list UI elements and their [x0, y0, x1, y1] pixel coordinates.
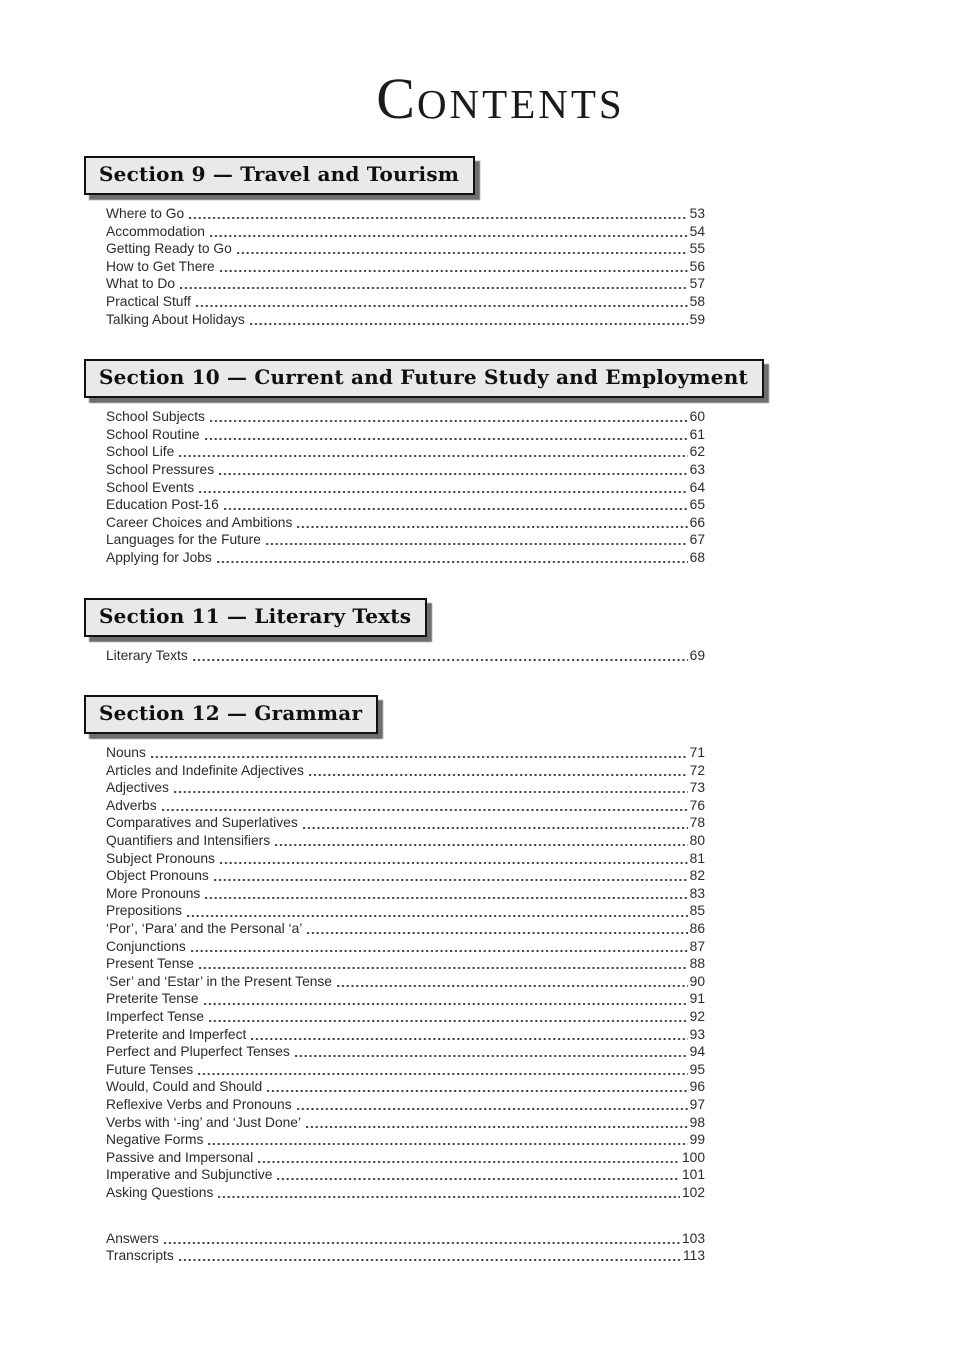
- toc-entry-label: Comparatives and Superlatives: [106, 815, 298, 831]
- toc-entry-label: Languages for the Future: [106, 532, 261, 548]
- toc-entry-label: Applying for Jobs: [106, 549, 212, 565]
- dot-leader: [151, 756, 688, 758]
- toc-entry: [106, 744, 705, 762]
- toc-entry-label: What to Do: [106, 276, 176, 292]
- toc-section: [84, 695, 705, 1201]
- toc-entry: [106, 426, 705, 444]
- toc-entry: [106, 647, 705, 665]
- dot-leader: [266, 543, 688, 545]
- toc-entry-label: Preterite and Imperfect: [106, 1026, 247, 1042]
- toc-entry-page: 88: [689, 956, 705, 972]
- toc-entry-label: Passive and Impersonal: [106, 1149, 254, 1165]
- toc-entry-page: 78: [689, 815, 705, 831]
- toc-entry: [106, 531, 705, 549]
- toc-entry-page: 73: [689, 780, 705, 796]
- toc-entry-page: 99: [689, 1132, 705, 1148]
- section-entry-list: [106, 408, 705, 566]
- toc-entry: [106, 479, 705, 497]
- toc-entry: [106, 990, 705, 1008]
- toc-entry: [106, 275, 705, 293]
- dot-leader: [164, 1242, 680, 1244]
- toc-entry-label: Literary Texts: [106, 647, 188, 663]
- toc-entry-page: 102: [681, 1184, 705, 1200]
- toc-entry-label: Education Post-16: [106, 497, 219, 513]
- toc-entry-page: 60: [689, 409, 705, 425]
- page-title-initial: C: [376, 66, 417, 131]
- toc-entry-label: Career Choices and Ambitions: [106, 514, 293, 530]
- toc-entry-page: 94: [689, 1044, 705, 1060]
- toc-entry: [106, 311, 705, 329]
- toc-entry-label: Answers: [106, 1230, 159, 1246]
- toc-entry: [106, 885, 705, 903]
- toc-entry: [106, 850, 705, 868]
- toc-entry-page: 65: [689, 497, 705, 513]
- toc-entry-page: 76: [689, 797, 705, 813]
- dot-leader: [209, 1020, 688, 1022]
- toc-entry-page: 71: [689, 745, 705, 761]
- dot-leader: [199, 491, 687, 493]
- toc-entry-label: Getting Ready to Go: [106, 241, 232, 257]
- toc-entry-page: 59: [689, 311, 705, 327]
- toc-entry: [106, 1166, 705, 1184]
- dot-leader: [295, 1055, 688, 1057]
- dot-leader: [205, 897, 687, 899]
- dot-leader: [193, 659, 688, 661]
- toc-entry-label: Negative Forms: [106, 1132, 204, 1148]
- dot-leader: [307, 932, 687, 934]
- page-title: [40, 66, 961, 131]
- toc-entry: [106, 867, 705, 885]
- toc-entry-page: 91: [689, 991, 705, 1007]
- dot-leader: [267, 1090, 687, 1092]
- toc-entry-label: Nouns: [106, 745, 146, 761]
- toc-entry-label: Reflexive Verbs and Pronouns: [106, 1096, 292, 1112]
- toc-entry: [106, 797, 705, 815]
- dot-leader: [297, 526, 687, 528]
- toc-entry-page: 66: [689, 514, 705, 530]
- toc-entry-label: Articles and Indefinite Adjectives: [106, 762, 304, 778]
- toc-entry: [106, 1043, 705, 1061]
- toc-entry-page: 96: [689, 1079, 705, 1095]
- toc-entry: [106, 1078, 705, 1096]
- dot-leader: [337, 985, 688, 987]
- toc-entry-label: ‘Por’, ‘Para’ and the Personal ‘a’: [106, 921, 303, 937]
- toc-entry: [106, 408, 705, 426]
- section-entry-list: [106, 744, 705, 1201]
- toc-entry-label: School Routine: [106, 426, 200, 442]
- toc-entry-page: 64: [689, 479, 705, 495]
- toc-entry-page: 72: [689, 762, 705, 778]
- toc-entry: [106, 205, 705, 223]
- toc-entry-label: Adverbs: [106, 797, 157, 813]
- toc-entry-label: School Subjects: [106, 409, 205, 425]
- toc-entry: [106, 496, 705, 514]
- toc-entry: [106, 762, 705, 780]
- toc-entry-label: Imperative and Subjunctive: [106, 1167, 273, 1183]
- toc-entry: [106, 1008, 705, 1026]
- toc-entry: [106, 514, 705, 532]
- toc-entry: [106, 938, 705, 956]
- end-matter-list: [106, 1230, 705, 1265]
- section-heading: Section 12 — Grammar: [84, 695, 378, 734]
- toc-entry: [106, 973, 705, 991]
- toc-entry-page: 85: [689, 903, 705, 919]
- toc-entry-page: 98: [689, 1114, 705, 1130]
- toc-entry: [106, 223, 705, 241]
- toc-entry-label: Transcripts: [106, 1248, 174, 1264]
- toc-section: [84, 598, 705, 665]
- toc-entry-page: 97: [689, 1096, 705, 1112]
- dot-leader: [179, 455, 687, 457]
- dot-leader: [196, 305, 688, 307]
- toc-entry-label: Future Tenses: [106, 1061, 194, 1077]
- toc-entry-label: How to Get There: [106, 258, 215, 274]
- dot-leader: [180, 287, 688, 289]
- toc-entry: [106, 902, 705, 920]
- dot-leader: [303, 827, 688, 829]
- toc-entry-page: 95: [689, 1061, 705, 1077]
- toc-entry-page: 61: [689, 426, 705, 442]
- section-heading: Section 9 — Travel and Tourism: [84, 156, 475, 195]
- toc-entry-page: 57: [689, 276, 705, 292]
- toc-entry-label: Accommodation: [106, 223, 205, 239]
- toc-entry-label: Where to Go: [106, 206, 185, 221]
- toc-entry: [106, 1096, 705, 1114]
- toc-entry-label: Preterite Tense: [106, 991, 199, 1007]
- toc-entry-page: 68: [689, 549, 705, 565]
- toc-entry-label: Conjunctions: [106, 938, 186, 954]
- toc-entry: [106, 1184, 705, 1202]
- dot-leader: [210, 420, 688, 422]
- dot-leader: [199, 967, 688, 969]
- toc-entry-label: Practical Stuff: [106, 293, 191, 309]
- toc-entry-page: 62: [689, 444, 705, 460]
- toc-entry-page: 80: [689, 833, 705, 849]
- dot-leader: [205, 438, 688, 440]
- toc-entry-page: 90: [689, 973, 705, 989]
- toc-entry-label: Imperfect Tense: [106, 1009, 204, 1024]
- toc-entry: [106, 1131, 705, 1149]
- table-of-contents: [84, 156, 748, 1265]
- toc-entry-label: Would, Could and Should: [106, 1079, 263, 1095]
- toc-entry-page: 55: [689, 241, 705, 257]
- section-heading: Section 10 — Current and Future Study and Employment: [84, 359, 764, 398]
- section-heading: Section 11 — Literary Texts: [84, 598, 427, 637]
- dot-leader: [204, 1003, 688, 1005]
- dot-leader: [191, 950, 688, 952]
- toc-entry-label: Adjectives: [106, 780, 169, 796]
- dot-leader: [187, 915, 688, 917]
- dot-leader: [306, 1126, 688, 1128]
- section-entry-list: [106, 205, 705, 328]
- dot-leader: [275, 844, 688, 846]
- toc-entry-page: 87: [689, 938, 705, 954]
- toc-entry-label: Present Tense: [106, 956, 194, 972]
- toc-entry-page: 103: [681, 1230, 705, 1246]
- toc-entry-label: School Events: [106, 479, 195, 495]
- toc-entry: [106, 955, 705, 973]
- dot-leader: [162, 809, 688, 811]
- toc-entry-label: School Life: [106, 444, 175, 460]
- toc-section: [84, 156, 705, 328]
- toc-entry-label: ‘Ser’ and ‘Estar’ in the Present Tense: [106, 973, 332, 989]
- toc-entry-page: 86: [689, 921, 705, 937]
- dot-leader: [220, 862, 688, 864]
- dot-leader: [210, 235, 688, 237]
- toc-entry: [106, 258, 705, 276]
- dot-leader: [224, 508, 688, 510]
- toc-entry-label: Prepositions: [106, 903, 182, 919]
- toc-entry: [106, 240, 705, 258]
- toc-entry: [106, 832, 705, 850]
- toc-entry-page: 101: [681, 1167, 705, 1183]
- dot-leader: [174, 791, 688, 793]
- toc-entry-page: 53: [689, 206, 705, 221]
- toc-entry: [106, 461, 705, 479]
- toc-entry-label: Perfect and Pluperfect Tenses: [106, 1044, 290, 1060]
- toc-entry: [106, 443, 705, 461]
- toc-entry-label: Quantifiers and Intensifiers: [106, 833, 271, 849]
- dot-leader: [309, 774, 688, 776]
- section-entry-list: [106, 647, 705, 665]
- dot-leader: [250, 323, 688, 325]
- dot-leader: [237, 252, 688, 254]
- toc-entry-label: Talking About Holidays: [106, 311, 245, 327]
- toc-entry: [106, 1230, 705, 1248]
- toc-entry: [106, 1247, 705, 1265]
- dot-leader: [208, 1143, 687, 1145]
- dot-leader: [220, 270, 688, 272]
- toc-entry-label: Verbs with ‘-ing’ and ‘Just Done’: [106, 1114, 302, 1130]
- toc-entry: [106, 1026, 705, 1044]
- dot-leader: [258, 1161, 680, 1163]
- toc-entry-label: Subject Pronouns: [106, 850, 215, 866]
- dot-leader: [218, 1196, 680, 1198]
- toc-entry: [106, 814, 705, 832]
- toc-entry-page: 92: [689, 1009, 705, 1024]
- toc-entry: [106, 920, 705, 938]
- dot-leader: [217, 561, 688, 563]
- toc-entry-page: 100: [681, 1149, 705, 1165]
- toc-entry-page: 93: [689, 1026, 705, 1042]
- toc-entry-page: 56: [689, 258, 705, 274]
- page-title-rest: ONTENTS: [416, 81, 625, 127]
- toc-entry: [106, 779, 705, 797]
- toc-entry: [106, 549, 705, 567]
- toc-entry-page: 83: [689, 885, 705, 901]
- toc-entry: [106, 1149, 705, 1167]
- toc-entry-label: Asking Questions: [106, 1184, 214, 1200]
- toc-entry-page: 67: [689, 532, 705, 548]
- toc-entry-label: Object Pronouns: [106, 868, 209, 884]
- dot-leader: [179, 1259, 681, 1261]
- toc-entry: [106, 1114, 705, 1132]
- toc-entry: [106, 293, 705, 311]
- toc-entry-page: 69: [689, 647, 705, 663]
- toc-entry-label: School Pressures: [106, 461, 215, 477]
- toc-entry-label: More Pronouns: [106, 885, 201, 901]
- toc-section: [84, 359, 748, 566]
- toc-entry-page: 82: [689, 868, 705, 884]
- toc-entry-page: 81: [689, 850, 705, 866]
- dot-leader: [219, 473, 688, 475]
- dot-leader: [251, 1038, 687, 1040]
- dot-leader: [214, 879, 688, 881]
- toc-entry-page: 54: [689, 223, 705, 239]
- toc-entry-page: 58: [689, 293, 705, 309]
- dot-leader: [277, 1178, 680, 1180]
- toc-entry: [106, 1061, 705, 1079]
- dot-leader: [297, 1108, 688, 1110]
- toc-entry-page: 113: [683, 1248, 705, 1264]
- toc-entry-page: 63: [689, 461, 705, 477]
- dot-leader: [189, 217, 687, 219]
- dot-leader: [198, 1073, 687, 1075]
